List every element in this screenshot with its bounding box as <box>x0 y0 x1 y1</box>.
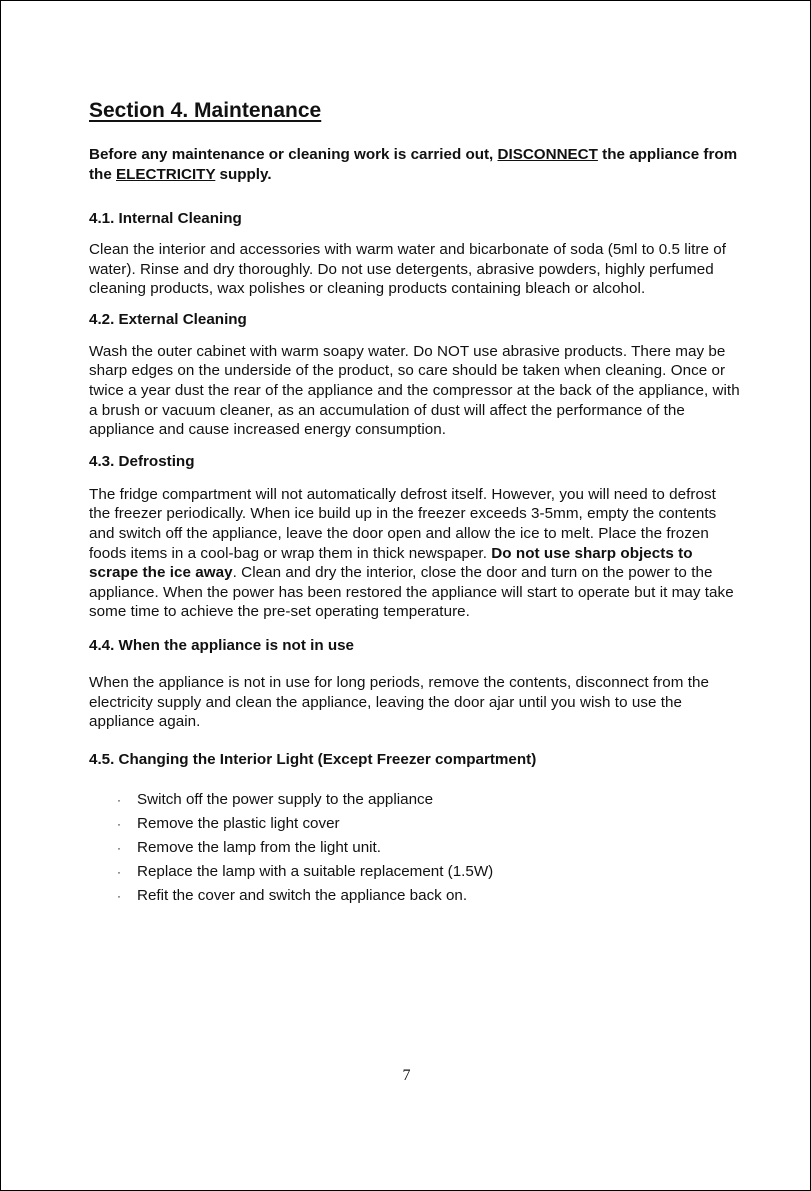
warning-text-1: Before any maintenance or cleaning work is carried out, <box>89 146 498 163</box>
safety-warning <box>89 145 741 185</box>
bullet-icon: · <box>117 864 121 879</box>
list-item <box>117 860 741 884</box>
section-title: Section 4. Maintenance <box>89 99 322 122</box>
paragraph-external-cleaning: Wash the outer cabinet with warm soapy water. Do NOT use abrasive products. There may be sharp edges on the underside of the product, so care should be taken when cleaning. Once or twice a year dust the rear of the appliance and the compressor at the back of the appliance, with a brush or vacuum cleaner, as an accumulation of dust will affect the performance of the appliance and cause increased energy consumption. <box>89 342 740 439</box>
list-item <box>117 884 741 908</box>
warning-text-3: supply. <box>215 166 272 183</box>
interior-light-steps <box>89 788 741 908</box>
list-item <box>117 836 741 860</box>
warning-disconnect: DISCONNECT <box>497 146 598 163</box>
step-text: Remove the plastic light cover <box>137 814 340 832</box>
paragraph-not-in-use: When the appliance is not in use for long periods, remove the contents, disconnect from the electricity supply and clean the appliance, leaving the door ajar until you wish to use the appliance again. <box>89 673 709 731</box>
paragraph-defrosting <box>89 485 741 622</box>
step-text: Replace the lamp with a suitable replacement (1.5W) <box>137 862 494 880</box>
warning-electricity: ELECTRICITY <box>116 166 216 183</box>
step-text: Switch off the power supply to the appliance <box>137 790 434 808</box>
bullet-icon: · <box>117 840 121 855</box>
page-content <box>89 97 741 908</box>
bullet-icon: · <box>117 792 121 807</box>
list-item <box>117 788 741 812</box>
defrosting-bold-warning: Do not use sharp objects to scrape the ice away <box>89 544 693 582</box>
heading-external-cleaning: 4.2. External Cleaning <box>89 310 247 328</box>
paragraph-internal-cleaning: Clean the interior and accessories with warm water and bicarbonate of soda (5ml to 0.5 litre of water). Rinse and dry thoroughly. Do not use detergents, abrasive powders, highly perfumed cleaning products, wax polishes or cleaning products containing bleach or alcohol. <box>89 241 727 298</box>
list-item <box>117 812 741 836</box>
heading-interior-light: 4.5. Changing the Interior Light (Except Freezer compartment) <box>89 750 537 768</box>
warning-text-2: the appliance from the <box>89 146 738 183</box>
page-number: 7 <box>402 1067 411 1084</box>
heading-internal-cleaning: 4.1. Internal Cleaning <box>89 210 242 227</box>
step-text: Refit the cover and switch the appliance back on. <box>137 886 468 904</box>
heading-defrosting: 4.3. Defrosting <box>89 452 195 470</box>
bullet-icon: · <box>117 888 121 903</box>
step-text: Remove the lamp from the light unit. <box>137 838 381 856</box>
heading-not-in-use: 4.4. When the appliance is not in use <box>89 636 354 654</box>
defrosting-text-1: The fridge compartment will not automatically defrost itself. However, you will need to defrost the freezer periodically. When ice build up in the freezer exceeds 3-5mm, empty the contents and switch off the appliance, leave the door open and allow the ice to melt. Place the frozen foods items in a cool-bag or wrap them in thick newspaper. <box>89 485 717 562</box>
defrosting-text-2: . Clean and dry the interior, close the door and turn on the power to the appliance. When the power has been restored the appliance will start to operate but it may take some time to achieve the pre-set operating temperature. <box>89 564 734 621</box>
bullet-icon: · <box>117 816 121 831</box>
